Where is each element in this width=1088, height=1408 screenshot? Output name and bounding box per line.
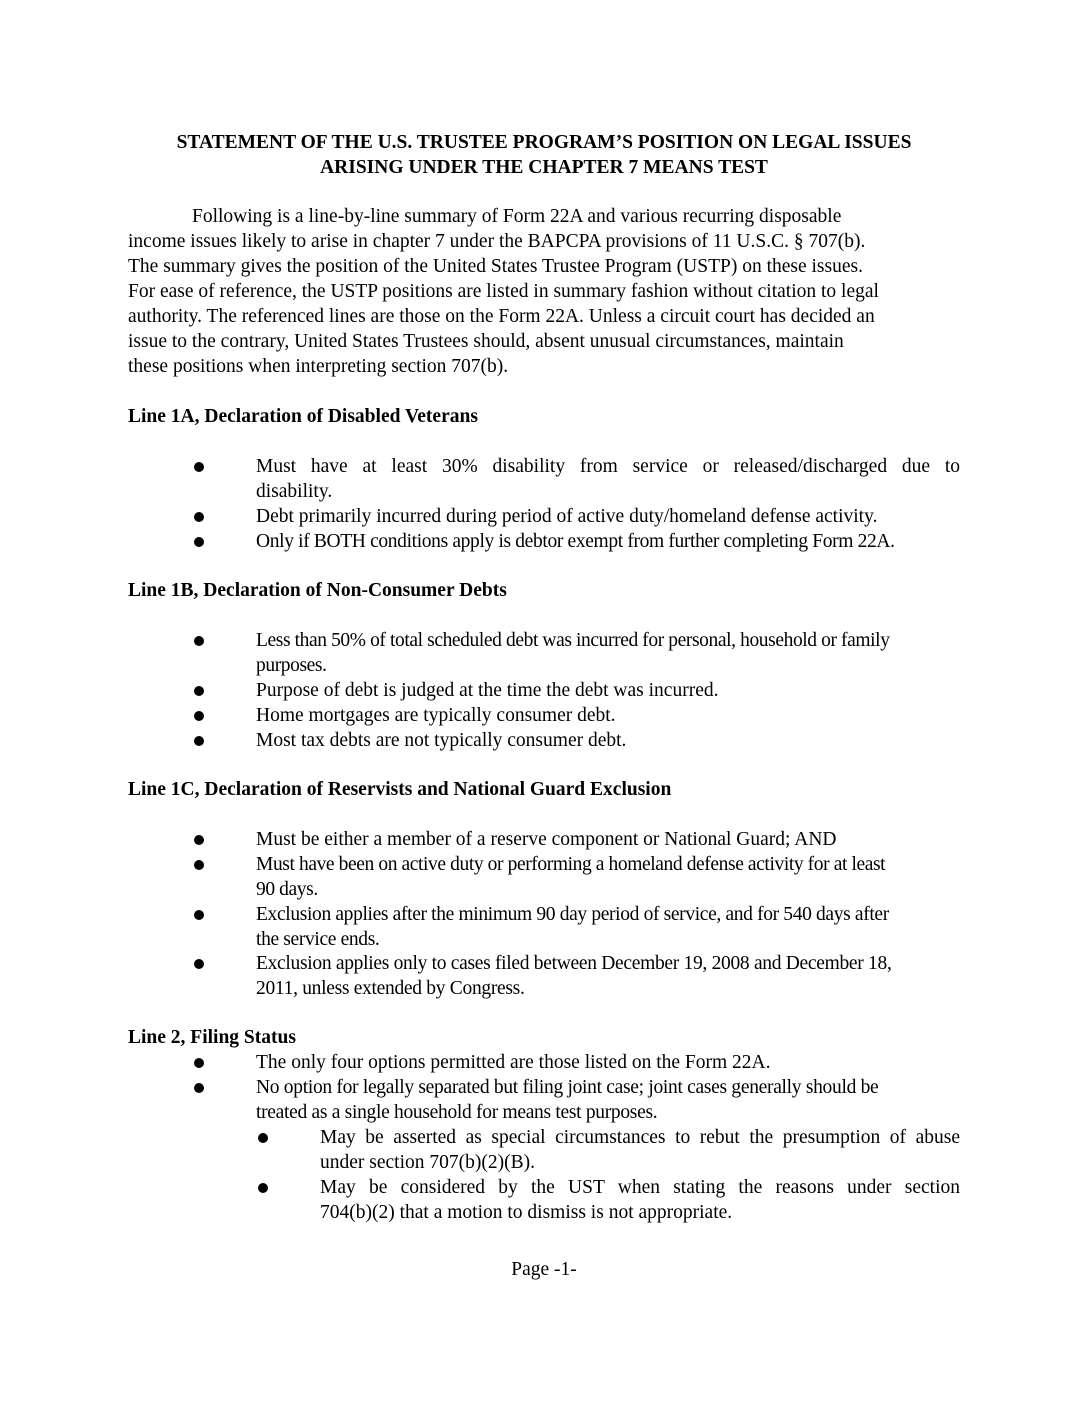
list-item-text: Most tax debts are not typically consumer debt. — [256, 730, 627, 751]
intro-line: income issues likely to arise in chapter 7 under the BAPCPA provisions of 11 U.S.C. § 707(b). — [128, 231, 866, 252]
list-item — [194, 728, 960, 753]
bullet-icon — [194, 636, 204, 646]
list-item-text: under section 707(b)(2)(B). — [320, 1152, 535, 1173]
list-item — [194, 1050, 960, 1075]
list-item-text: May be asserted as special circumstances to rebut the presumption of abuse — [320, 1127, 960, 1148]
intro-paragraph — [128, 204, 968, 379]
list-item-text: May be considered by the UST when stating the reasons under section — [320, 1177, 960, 1198]
list-item-text: No option for legally separated but filing joint case; joint cases generally should be — [256, 1077, 879, 1098]
list-item-text: The only four options permitted are those listed on the Form 22A. — [256, 1052, 771, 1073]
list-item-text: 2011, unless extended by Congress. — [256, 978, 525, 999]
intro-line: For ease of reference, the USTP positions are listed in summary fashion without citation to legal — [128, 281, 879, 302]
list-item-text: Exclusion applies only to cases filed between December 19, 2008 and December 18, — [256, 953, 892, 974]
bullet-icon — [194, 462, 204, 472]
list-item-text: Must be either a member of a reserve component or National Guard; AND — [256, 829, 837, 850]
list-item-nested — [258, 1125, 960, 1175]
list-item — [194, 454, 960, 504]
list-item — [194, 628, 960, 678]
list-item — [194, 951, 960, 1001]
bullet-icon — [194, 860, 204, 870]
bullet-icon — [194, 910, 204, 920]
list-item — [194, 529, 960, 554]
intro-line: The summary gives the position of the United States Trustee Program (USTP) on these issues. — [128, 256, 863, 277]
bullet-icon — [194, 736, 204, 746]
intro-line: these positions when interpreting section 707(b). — [128, 356, 509, 377]
page-number: Page -1- — [511, 1259, 577, 1280]
title-line-2: ARISING UNDER THE CHAPTER 7 MEANS TEST — [320, 157, 768, 178]
bullet-icon — [194, 835, 204, 845]
bullet-icon — [194, 537, 204, 547]
list-item-text: Must have been on active duty or performing a homeland defense activity for at least — [256, 854, 886, 875]
list-item-text: purposes. — [256, 655, 327, 676]
list-item-text: Debt primarily incurred during period of active duty/homeland defense activity. — [256, 506, 878, 527]
bullet-icon — [194, 1083, 204, 1093]
section-heading-line-2: Line 2, Filing Status — [128, 1027, 296, 1048]
list-item-text: the service ends. — [256, 929, 380, 950]
intro-line: Following is a line-by-line summary of Form 22A and various recurring disposable — [192, 206, 842, 227]
list-item-text: 704(b)(2) that a motion to dismiss is not appropriate. — [320, 1202, 733, 1223]
bullet-icon — [194, 512, 204, 522]
list-item — [194, 678, 960, 703]
list-item-text: Only if BOTH conditions apply is debtor exempt from further completing Form 22A. — [256, 531, 895, 552]
list-item — [194, 504, 960, 529]
list-item — [194, 827, 960, 852]
intro-line: authority. The referenced lines are those on the Form 22A. Unless a circuit court has decided an — [128, 306, 875, 327]
list-item-text: Exclusion applies after the minimum 90 day period of service, and for 540 days after — [256, 904, 889, 925]
intro-line: issue to the contrary, United States Trustees should, absent unusual circumstances, maintain — [128, 331, 844, 352]
title-line-1: STATEMENT OF THE U.S. TRUSTEE PROGRAM’S POSITION ON LEGAL ISSUES — [176, 132, 912, 153]
bullet-icon — [194, 686, 204, 696]
list-item — [194, 703, 960, 728]
section-heading-line-1b: Line 1B, Declaration of Non-Consumer Debts — [128, 580, 507, 601]
bullet-icon — [194, 959, 204, 969]
list-item-text: Home mortgages are typically consumer debt. — [256, 705, 616, 726]
list-item-text: disability. — [256, 481, 333, 502]
document-title — [128, 130, 960, 180]
list-item-text: treated as a single household for means test purposes. — [256, 1102, 658, 1123]
list-item-text: Less than 50% of total scheduled debt was incurred for personal, household or family — [256, 630, 890, 651]
list-item-text: 90 days. — [256, 879, 318, 900]
bullet-icon — [258, 1133, 268, 1143]
list-item-text: Must have at least 30% disability from service or released/discharged due to — [256, 456, 960, 477]
list-item-text: Purpose of debt is judged at the time the debt was incurred. — [256, 680, 719, 701]
section-heading-line-1c: Line 1C, Declaration of Reservists and National Guard Exclusion — [128, 779, 672, 800]
list-item — [194, 1075, 960, 1125]
bullet-icon — [194, 1058, 204, 1068]
list-item-nested — [258, 1175, 960, 1225]
bullet-icon — [194, 711, 204, 721]
section-heading-line-1a: Line 1A, Declaration of Disabled Veterans — [128, 406, 478, 427]
bullet-icon — [258, 1183, 268, 1193]
list-item — [194, 902, 960, 952]
list-item — [194, 852, 960, 902]
